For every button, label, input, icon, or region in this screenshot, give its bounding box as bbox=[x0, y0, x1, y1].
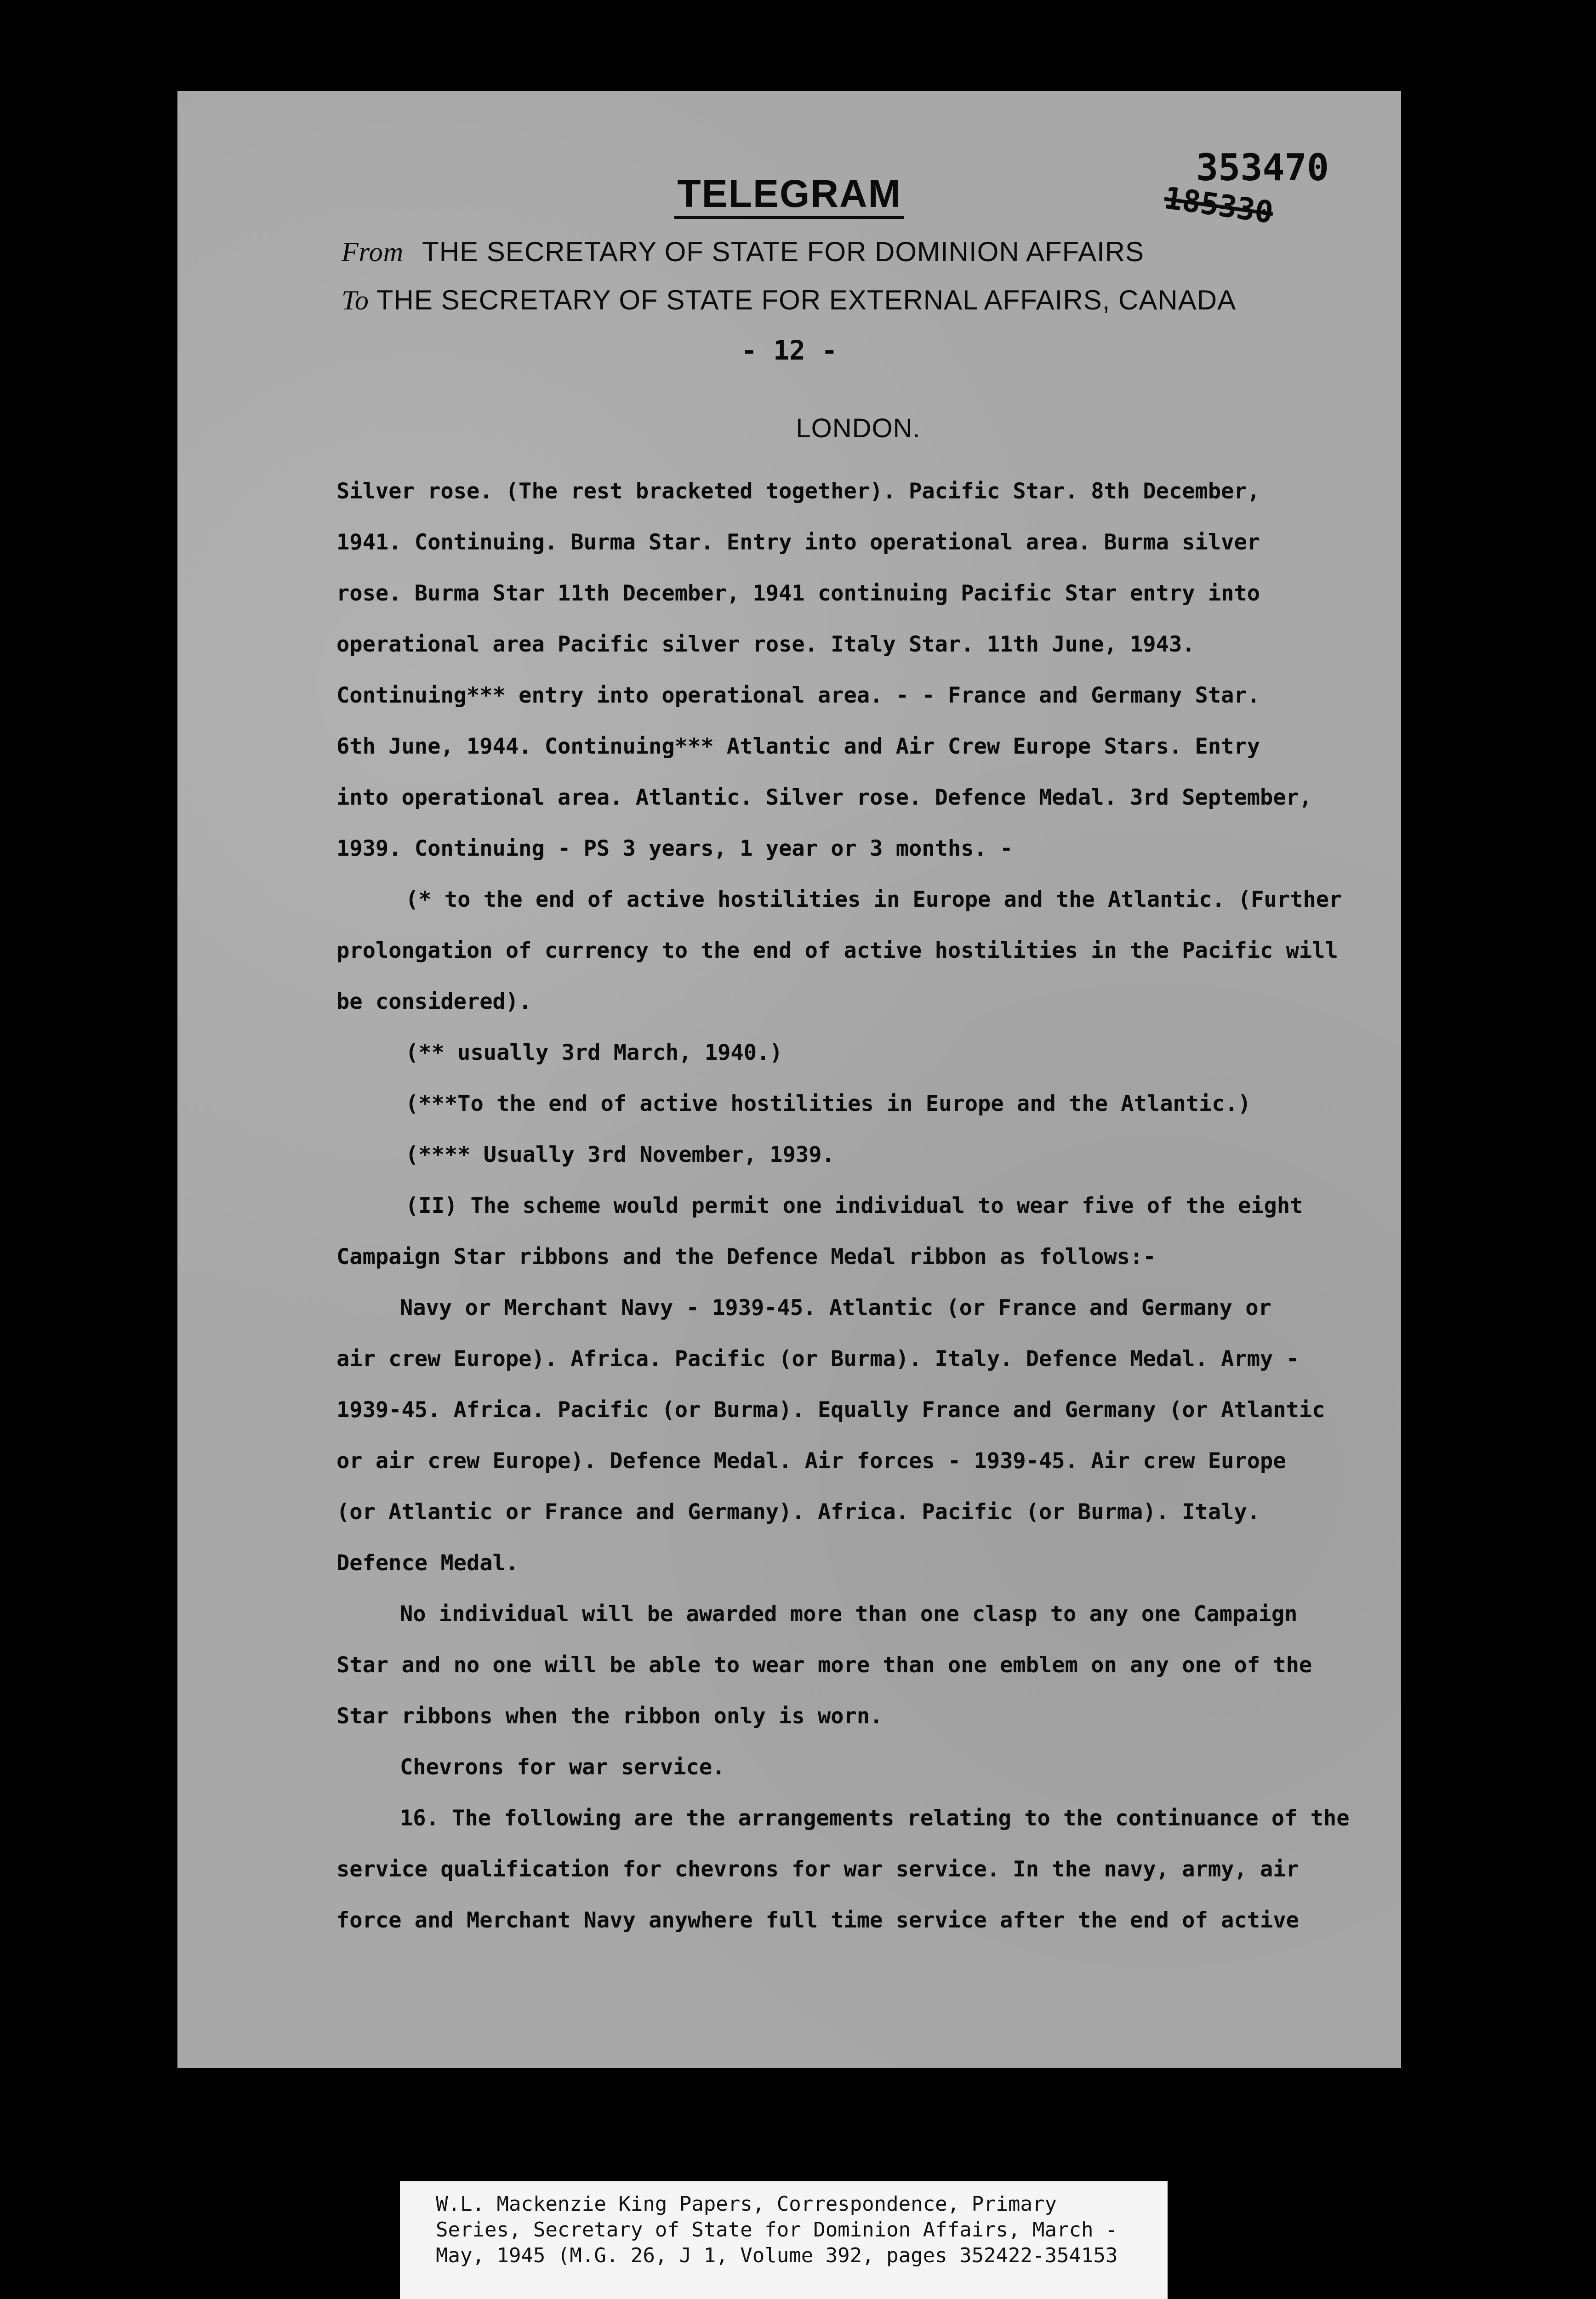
body-line: Navy or Merchant Navy - 1939-45. Atlantic (or France and Germany or bbox=[400, 1295, 1271, 1321]
crossed-out-reference-number: 185330 bbox=[1162, 180, 1276, 231]
body-line: (** usually 3rd March, 1940.) bbox=[405, 1040, 783, 1065]
body-line: (* to the end of active hostilities in Europe and the Atlantic. (Further bbox=[405, 887, 1342, 912]
citation-text bbox=[436, 2191, 1117, 2269]
body-line: (or Atlantic or France and Germany). Africa. Pacific (or Burma). Italy. bbox=[336, 1499, 1260, 1525]
citation-line: May, 1945 (M.G. 26, J 1, Volume 392, pages 352422-354153 bbox=[436, 2244, 1118, 2267]
to-text: THE SECRETARY OF STATE FOR EXTERNAL AFFAIRS, CANADA bbox=[376, 285, 1237, 315]
body-line: Chevrons for war service. bbox=[400, 1755, 725, 1780]
body-line: (II) The scheme would permit one individual to wear five of the eight bbox=[405, 1193, 1303, 1218]
body-line: (***To the end of active hostilities in Europe and the Atlantic.) bbox=[405, 1091, 1251, 1116]
to-line bbox=[342, 284, 1236, 316]
to-label: To bbox=[342, 285, 369, 315]
telegram-body bbox=[336, 466, 1380, 1946]
body-line: into operational area. Atlantic. Silver rose. Defence Medal. 3rd September, bbox=[336, 785, 1312, 810]
body-line: be considered). bbox=[336, 989, 532, 1014]
citation-line: Series, Secretary of State for Dominion Affairs, March - bbox=[436, 2218, 1118, 2242]
body-line: operational area Pacific silver rose. Italy Star. 11th June, 1943. bbox=[336, 632, 1195, 657]
page-number: - 12 - bbox=[741, 335, 838, 366]
body-line: Campaign Star ribbons and the Defence Medal ribbon as follows:- bbox=[336, 1244, 1156, 1270]
body-line: air crew Europe). Africa. Pacific (or Burma). Italy. Defence Medal. Army - bbox=[336, 1346, 1299, 1372]
body-line: service qualification for chevrons for war service. In the navy, army, air bbox=[336, 1857, 1299, 1882]
body-line: No individual will be awarded more than one clasp to any one Campaign bbox=[400, 1601, 1298, 1627]
reference-number: 353470 bbox=[1196, 146, 1329, 189]
body-line: prolongation of currency to the end of active hostilities in the Pacific will bbox=[336, 938, 1338, 963]
body-line: rose. Burma Star 11th December, 1941 continuing Pacific Star entry into bbox=[336, 581, 1260, 606]
telegram-document-page bbox=[177, 91, 1401, 2068]
body-line: 1939-45. Africa. Pacific (or Burma). Equally France and Germany (or Atlantic bbox=[336, 1397, 1325, 1423]
body-line: 6th June, 1944. Continuing*** Atlantic and Air Crew Europe Stars. Entry bbox=[336, 734, 1260, 759]
body-line: Star and no one will be able to wear more than one emblem on any one of the bbox=[336, 1653, 1312, 1678]
body-line: Continuing*** entry into operational area. - - France and Germany Star. bbox=[336, 683, 1260, 708]
reference-number-stamp bbox=[1164, 146, 1385, 238]
from-line bbox=[342, 236, 1144, 268]
telegram-title-text: TELEGRAM bbox=[674, 172, 904, 219]
body-line: Silver rose. (The rest bracketed together). Pacific Star. 8th December, bbox=[336, 479, 1260, 504]
body-line: Defence Medal. bbox=[336, 1550, 519, 1576]
body-line: 1941. Continuing. Burma Star. Entry into operational area. Burma silver bbox=[336, 530, 1260, 555]
from-text: THE SECRETARY OF STATE FOR DOMINION AFFAIRS bbox=[422, 236, 1145, 267]
body-line: force and Merchant Navy anywhere full time service after the end of active bbox=[336, 1908, 1299, 1933]
body-line: Star ribbons when the ribbon only is worn. bbox=[336, 1704, 883, 1729]
citation-line: W.L. Mackenzie King Papers, Correspondence, Primary bbox=[436, 2192, 1057, 2216]
body-line: 16. The following are the arrangements relating to the continuance of the bbox=[400, 1806, 1350, 1831]
body-line: 1939. Continuing - PS 3 years, 1 year or 3 months. - bbox=[336, 836, 1013, 861]
archival-citation-label bbox=[400, 2181, 1168, 2299]
body-line: or air crew Europe). Defence Medal. Air forces - 1939-45. Air crew Europe bbox=[336, 1448, 1286, 1474]
body-line: (**** Usually 3rd November, 1939. bbox=[405, 1142, 835, 1167]
from-label: From bbox=[342, 237, 404, 267]
place-of-origin: LONDON. bbox=[796, 413, 921, 443]
